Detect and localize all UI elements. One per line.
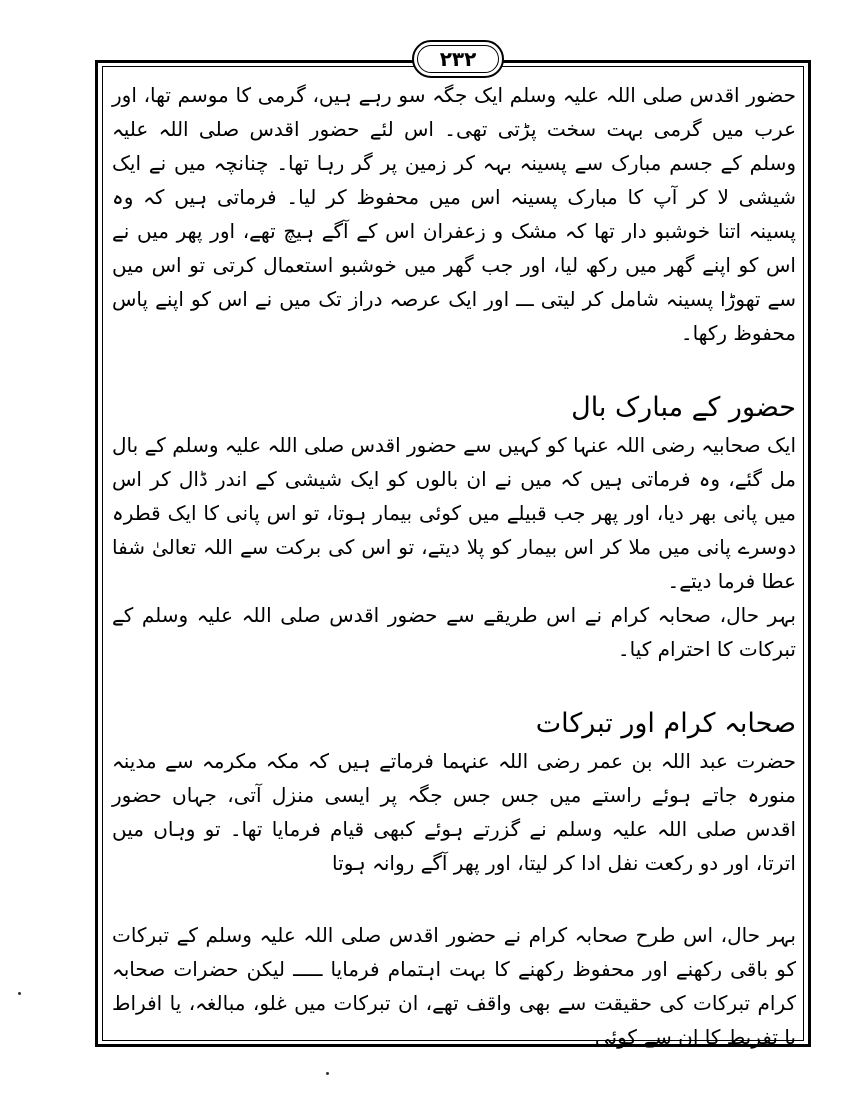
- heading-blessed-hair: حضور کے مبارک بال: [571, 392, 796, 423]
- scan-speck: [326, 1072, 329, 1075]
- page-content: [112, 78, 796, 1054]
- paragraph-respect-relics: بہر حال، صحابہ کرام نے اس طریقے سے حضور اقدس صلی اللہ علیہ وسلم کے تبرکات کا احترام کیا۔: [112, 603, 796, 661]
- paragraph-sweat-preserved: حضور اقدس صلی اللہ علیہ وسلم ایک جگہ سو رہے ہیں، گرمی کا موسم تھا، اور عرب میں گرمی بہت سخت پڑتی تھی۔ اس لئے حضور اقدس صلی اللہ علیہ وسلم کے جسم مبارک سے پسینہ بہہ کر زمین پر گر رہا تھا۔ چنانچہ میں نے ایک شیشی لا کر آپ کا مبارک پسینہ اس میں محفوظ کر لیا۔ فرماتی ہیں کہ وہ پسینہ اتنا خوشبو دار تھا کہ مشک و زعفران اس کے آگے ہیچ تھے، اور پھر میں نے اس کو اپنے گھر میں رکھ لیا، اور جب گھر میں خوشبو استعمال کرتی تو اس میں سے تھوڑا پسینہ شامل کر لیتی ـــ اور ایک عرصہ دراز تک میں نے اس کو اپنے پاس محفوظ رکھا۔: [112, 83, 796, 345]
- section-gap: [112, 666, 796, 704]
- paragraph-conclusion: بہر حال، اس طرح صحابہ کرام نے حضور اقدس صلی اللہ علیہ وسلم کے تبرکات کو باقی رکھنے اور محفوظ رکھنے کا بہت اہتمام فرمایا ـــــ لیکن حضرات صحابہ کرام تبرکات کی حقیقت سے بھی واقف تھے، ان تبرکات میں غلو، مبالغہ، یا افراط یا تفریط کا ان سے کوئی: [112, 923, 796, 1049]
- scan-speck: [18, 992, 21, 995]
- section-gap: [112, 350, 796, 388]
- page-number-badge: [412, 40, 504, 78]
- heading-companions-and-relics: صحابہ کرام اور تبرکات: [535, 708, 796, 739]
- section-gap: [112, 880, 796, 918]
- page-number: ۲۳۲: [417, 45, 499, 73]
- paragraph-ibn-umar: حضرت عبد اللہ بن عمر رضی اللہ عنہما فرماتے ہیں کہ مکہ مکرمہ سے مدینہ منورہ جاتے ہوئے راستے میں جس جس جگہ پر ایسی منزل آتی، جہاں حضور اقدس صلی اللہ علیہ وسلم نے گزرتے ہوئے کبھی قیام فرمایا تھا۔ تو وہاں میں اترتا، اور دو رکعت نفل ادا کر لیتا، اور پھر آگے روانہ ہوتا: [112, 749, 796, 875]
- paragraph-blessed-hair: ایک صحابیہ رضی اللہ عنہا کو کہیں سے حضور اقدس صلی اللہ علیہ وسلم کے بال مل گئے، وہ فرماتی ہیں کہ میں نے ان بالوں کو ایک شیشی کے اندر ڈال کر اس میں پانی بھر دیا، اور پھر جب قبیلے میں کوئی بیمار ہوتا، تو اس پانی کا ایک قطرہ دوسرے پانی میں ملا کر اس بیمار کو پلا دیتے، تو اس کی برکت سے اللہ تعالیٰ شفا عطا فرما دیتے۔: [112, 433, 796, 593]
